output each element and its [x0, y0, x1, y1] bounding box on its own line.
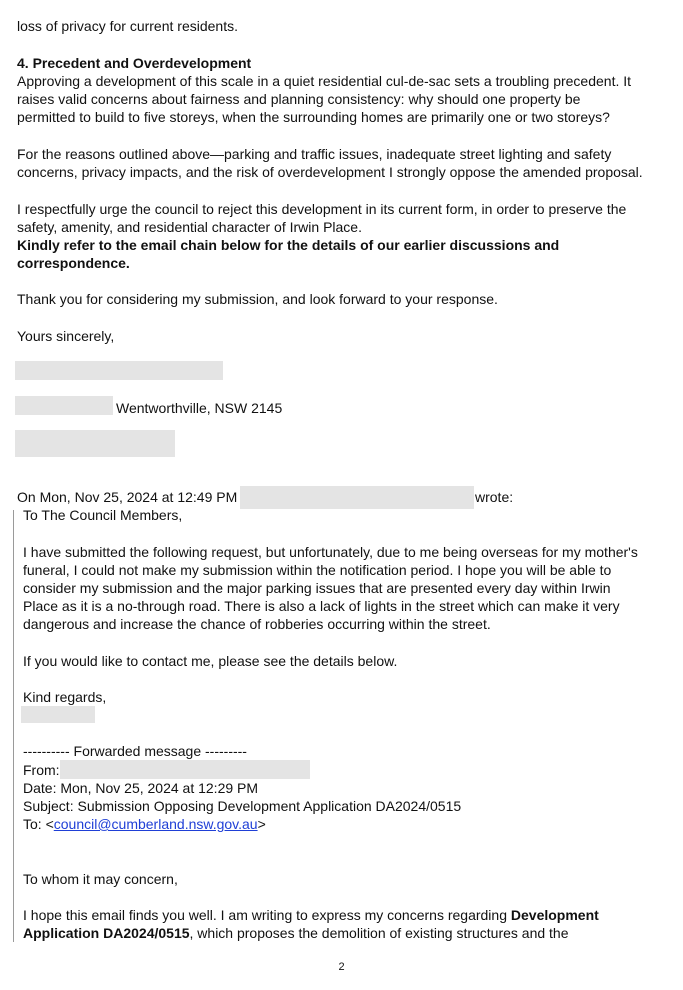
forward-date: Date: Mon, Nov 25, 2024 at 12:29 PM — [23, 780, 259, 796]
thanks-line: Thank you for considering my submission, and look forward to your response. — [17, 291, 498, 307]
council-email-link[interactable]: council@cumberland.nsw.gov.au — [53, 816, 258, 832]
section-heading: 4. Precedent and Overdevelopment — [17, 55, 252, 71]
forward-body-text: , which proposes the demolition of existing structures and the — [189, 925, 569, 941]
forward-body-bold: Development — [510, 907, 599, 923]
forward-body-text: I hope this email finds you well. I am writing to express my concerns regarding — [23, 907, 511, 923]
paragraph-line: concerns, privacy impacts, and the risk of overdevelopment I strongly oppose the amended proposal. — [17, 164, 643, 180]
redacted-contact — [15, 430, 175, 457]
quote-bar — [13, 510, 14, 942]
redacted-signature — [21, 706, 95, 723]
paragraph-line: Approving a development of this scale in a quiet residential cul-de-sac sets a troubling precedent. It — [17, 73, 632, 89]
forward-body-line — [23, 924, 569, 942]
redacted-name — [15, 361, 223, 380]
email-body-line: I have submitted the following request, but unfortunately, due to me being overseas for my mother's — [23, 544, 638, 560]
paragraph-line: permitted to build to five storeys, when the surrounding homes are primarily one or two storeys? — [17, 109, 610, 125]
forward-divider: ---------- Forwarded message --------- — [23, 743, 247, 759]
redacted-street — [15, 396, 113, 415]
address-suburb: Wentworthville, NSW 2145 — [116, 400, 283, 416]
email-greeting: To The Council Members, — [23, 507, 183, 523]
paragraph-line: For the reasons outlined above—parking and traffic issues, inadequate street lighting and safety — [17, 146, 612, 162]
email-contact-line: If you would like to contact me, please see the details below. — [23, 653, 398, 669]
forward-from-label: From: — [23, 762, 60, 778]
forward-greeting: To whom it may concern, — [23, 871, 178, 887]
bold-note-line: Kindly refer to the email chain below for the details of our earlier discussions and — [17, 237, 560, 253]
forward-body-bold: Application DA2024/0515 — [23, 925, 190, 941]
closing-line: Yours sincerely, — [17, 328, 115, 344]
forward-to-suffix: > — [257, 816, 266, 832]
paragraph-line: safety, amenity, and residential character of Irwin Place. — [17, 219, 362, 235]
paragraph-line: raises valid concerns about fairness and planning consistency: why should one property be — [17, 91, 581, 107]
forward-subject: Subject: Submission Opposing Development Application DA2024/0515 — [23, 798, 462, 814]
forward-body-line — [23, 906, 599, 924]
bold-note-line: correspondence. — [17, 255, 130, 271]
email-header-suffix: wrote: — [475, 489, 514, 505]
page-number: 2 — [338, 961, 345, 973]
email-regards: Kind regards, — [23, 689, 107, 705]
email-body-line: consider my submission and the major parking issues that are presented every day within Irwin — [23, 580, 611, 596]
email-body-line: Place as it is a no-through road. There is also a lack of lights in the street which can make it very — [23, 598, 620, 614]
privacy-line: loss of privacy for current residents. — [17, 18, 238, 34]
email-body-line: funeral, I could not make my submission within the notification period. I hope you will be able to — [23, 562, 612, 578]
forward-to-line — [23, 815, 266, 833]
paragraph-line: I respectfully urge the council to reject this development in its current form, in order to preserve the — [17, 201, 627, 217]
redacted-sender — [240, 486, 474, 509]
email-header-prefix: On Mon, Nov 25, 2024 at 12:49 PM — [17, 489, 238, 505]
email-body-line: dangerous and increase the chance of robberies occurring within the street. — [23, 616, 491, 632]
redacted-from — [60, 760, 310, 779]
forward-to-prefix: To: < — [23, 816, 54, 832]
